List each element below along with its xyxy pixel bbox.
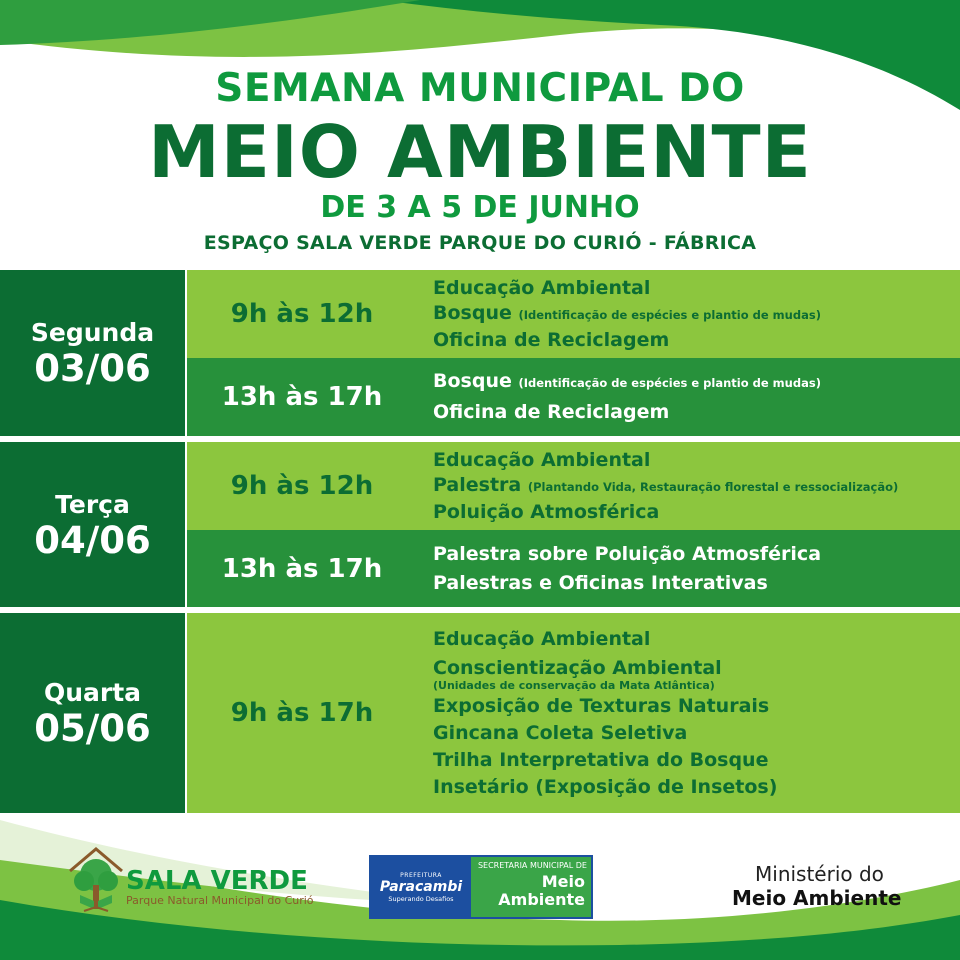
activity-item: Educação Ambiental (433, 276, 651, 299)
activity-note: (Unidades de conservação da Mata Atlântica) (433, 678, 715, 692)
secretaria-label: SECRETARIA MUNICIPAL DE (477, 861, 587, 870)
activity-item: Conscientização Ambiental (Unidades de conservação da Mata Atlântica) (433, 656, 777, 694)
activity-item: Exposição de Texturas Naturais (433, 694, 770, 717)
slot-time: 9h às 12h (230, 471, 374, 501)
activity-item: Palestra (Plantando Vida, Restauração florestal e ressocialização) (433, 473, 899, 496)
activity-list (433, 530, 821, 607)
ministerio-line-2: Meio Ambiente (732, 886, 902, 910)
day-label (0, 442, 185, 607)
activity-list (433, 613, 777, 813)
secretaria-meio: Meio (541, 872, 585, 891)
day-block-monday (0, 270, 960, 436)
activity-note: (Plantando Vida, Restauração florestal e ressocialização) (527, 479, 899, 494)
day-label (0, 270, 185, 436)
activity-item: Gincana Coleta Seletiva (433, 721, 688, 744)
time-slot (187, 270, 960, 358)
ministerio-line-1: Ministério do (755, 862, 884, 886)
slot-time: 13h às 17h (221, 382, 383, 412)
day-block-tuesday (0, 442, 960, 607)
activity-list (433, 358, 821, 436)
secretaria-meio-ambiente (471, 857, 591, 917)
header-title: MEIO AMBIENTE (148, 110, 812, 194)
activity-item: Bosque (Identificação de espécies e plantio de mudas) (433, 301, 821, 324)
activity-note: (Identificação de espécies e plantio de mudas) (518, 376, 821, 390)
activity-list (433, 270, 821, 358)
prefeitura-tagline: Superando Desafios (388, 894, 454, 903)
activity-item: Educação Ambiental (433, 448, 651, 471)
prefeitura-label: PREFEITURA (400, 871, 442, 879)
prefeitura-paracambi (371, 857, 471, 917)
activity-item: Trilha Interpretativa do Bosque (433, 748, 769, 771)
day-date: 05/06 (34, 707, 151, 750)
activity-item: Oficina de Reciclagem (433, 401, 670, 423)
sala-verde-subtitle: Parque Natural Municipal do Curió (126, 894, 314, 907)
time-slot (187, 358, 960, 436)
day-label (0, 613, 185, 813)
slot-time: 13h às 17h (221, 553, 383, 584)
activity-item: Palestras e Oficinas Interativas (433, 571, 768, 594)
prefeitura-name: Paracambi (379, 878, 463, 895)
activity-item: Educação Ambiental (433, 627, 651, 650)
slot-time: 9h às 17h (230, 698, 374, 728)
activity-list (433, 442, 898, 530)
day-block-wednesday (0, 613, 960, 813)
day-name: Quarta (43, 678, 142, 707)
header-line-1: SEMANA MUNICIPAL DO (215, 66, 745, 111)
slot-time: 9h às 12h (230, 299, 374, 329)
header-location: ESPAÇO SALA VERDE PARQUE DO CURIÓ - FÁBRICA (203, 232, 757, 254)
time-slot (187, 442, 960, 530)
time-slot (187, 613, 960, 813)
header-dates: DE 3 A 5 DE JUNHO (320, 190, 640, 225)
activity-item: Insetário (Exposição de Insetos) (433, 775, 778, 798)
activity-note: (Identificação de espécies e plantio de mudas) (518, 307, 821, 322)
activity-item: Bosque (Identificação de espécies e plantio de mudas) (433, 370, 821, 392)
day-name: Terça (55, 489, 130, 519)
sala-verde-title: SALA VERDE (126, 866, 308, 896)
day-date: 03/06 (34, 347, 151, 390)
day-name: Segunda (30, 318, 155, 347)
sala-verde-tree-logo (66, 845, 126, 917)
activity-item: Poluição Atmosférica (433, 500, 660, 523)
prefeitura-logo (369, 855, 593, 919)
activity-item: Palestra sobre Poluição Atmosférica (433, 542, 822, 565)
time-slot (187, 530, 960, 607)
secretaria-ambiente: Ambiente (498, 890, 585, 909)
activity-item: Oficina de Reciclagem (433, 328, 670, 351)
day-date: 04/06 (34, 518, 151, 562)
